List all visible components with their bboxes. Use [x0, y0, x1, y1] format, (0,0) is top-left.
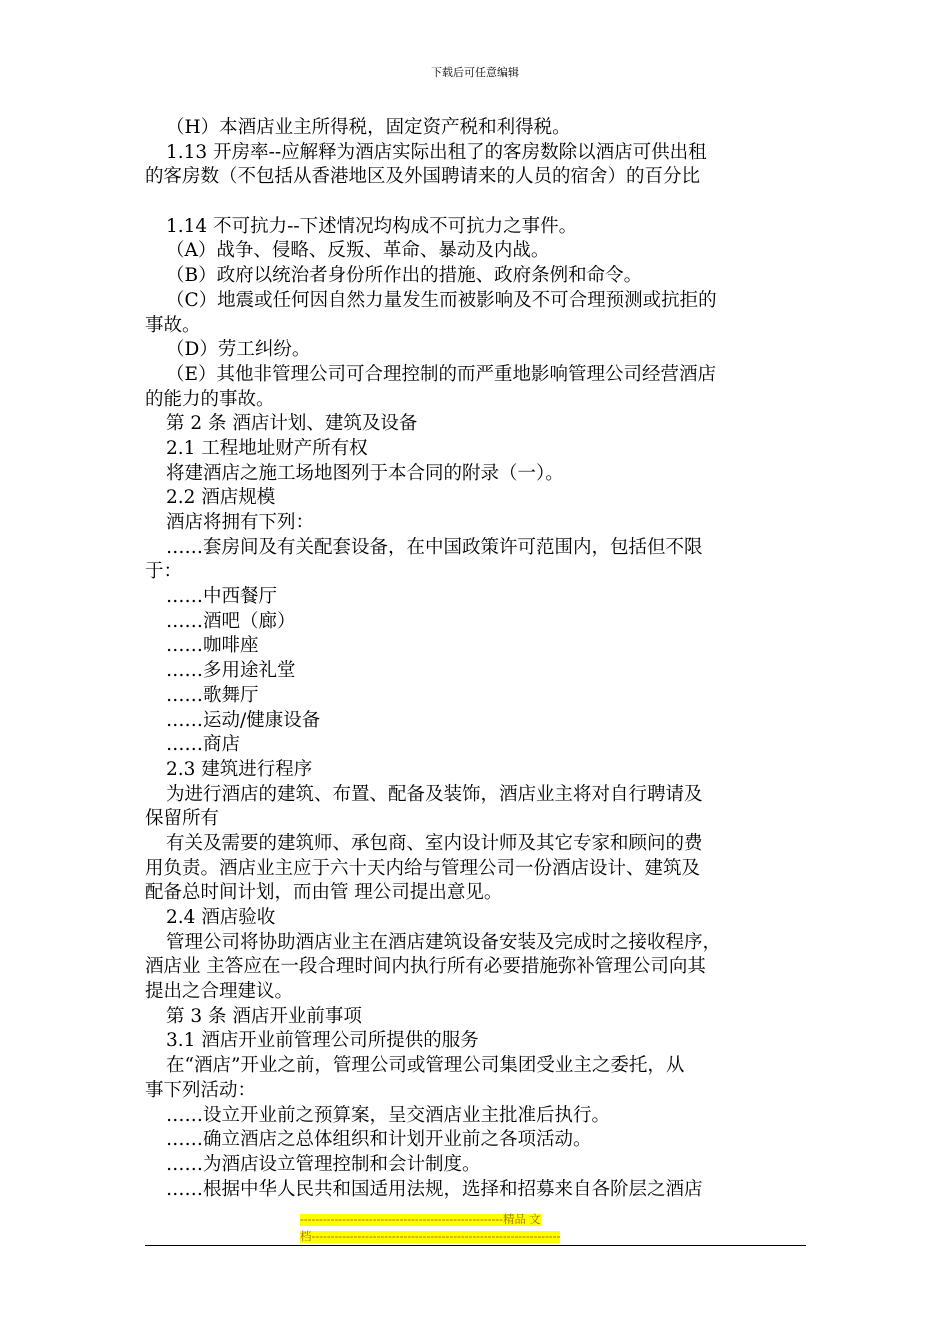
page-header: 下载后可任意编辑 — [431, 66, 519, 79]
subsection-heading: 3.1 酒店开业前管理公司所提供的服务 — [166, 1030, 479, 1052]
subsection-heading: 2.4 酒店验收 — [166, 907, 276, 928]
text-line: 管理公司将协助酒店业主在酒店建筑设备安装及完成时之接收程序， — [166, 931, 722, 953]
footer-watermark — [300, 1212, 660, 1246]
list-item: ……中西餐厅 — [166, 586, 278, 608]
text-line: 酒店业 主答应在一段合理时间内执行所有必要措施弥补管理公司向其 — [145, 956, 706, 978]
text-line: 配备总时间计划，而由管 理公司提出意见。 — [145, 882, 503, 904]
subsection-heading: 2.2 酒店规模 — [166, 487, 276, 509]
text-line: 1.14 不可抗力--下述情况均构成不可抗力之事件。 — [166, 215, 578, 237]
list-item: ……多用途礼堂 — [166, 660, 296, 682]
section-heading: 第 3 条 酒店开业前事项 — [166, 1005, 362, 1027]
text-line: （D）劳工纠纷。 — [166, 339, 311, 361]
text-line: （H）本酒店业主所得税，固定资产税和利得税。 — [166, 117, 571, 138]
blank-line — [145, 190, 810, 215]
text-line: 的客房数（不包括从香港地区及外国聘请来的人员的宿舍）的百分比 — [145, 166, 701, 188]
document-body — [145, 116, 810, 1202]
list-item: ……为酒店设立管理控制和会计制度。 — [166, 1153, 481, 1175]
text-line: 提出之合理建议。 — [145, 981, 294, 1003]
text-line: 在“酒店”开业之前，管理公司或管理公司集团受业主之委托，从 — [166, 1055, 685, 1077]
text-line: 事下列活动： — [145, 1079, 257, 1101]
text-line: 的能力的事故。 — [145, 388, 275, 410]
text-line: 保留所有 — [145, 808, 220, 830]
text-line: 将建酒店之施工场地图列于本合同的附录（一）。 — [166, 462, 564, 484]
text-line: 有关及需要的建筑师、承包商、室内设计师及其它专家和顾问的费 — [166, 832, 703, 854]
text-line: 1.13 开房率--应解释为酒店实际出租了的客房数除以酒店可供出租 — [166, 141, 707, 163]
footer-line-2: 档----------------------------------------------------------------- — [300, 1231, 561, 1243]
section-heading: 第 2 条 酒店计划、建筑及设备 — [166, 413, 418, 435]
list-item: ……根据中华人民共和国适用法规，选择和招募来自各阶层之酒店 — [166, 1178, 703, 1200]
footer-divider — [145, 1245, 806, 1246]
text-line: 用负责。酒店业主应于六十天内给与管理公司一份酒店设计、建筑及 — [145, 857, 701, 879]
text-line: （A）战争、侵略、反叛、革命、暴动及内战。 — [166, 240, 550, 262]
text-line: 于： — [145, 561, 183, 583]
subsection-heading: 2.1 工程地址财产所有权 — [166, 437, 368, 459]
list-item: ……咖啡座 — [166, 635, 259, 657]
text-line: （B）政府以统治者身份所作出的措施、政府条例和命令。 — [166, 265, 643, 287]
text-line: （C）地震或任何因自然力量发生而被影响及不可合理预测或抗拒的 — [166, 289, 717, 311]
list-item: ……设立开业前之预算案，呈交酒店业主批准后执行。 — [166, 1104, 611, 1126]
text-line: （E）其他非管理公司可合理控制的而严重地影响管理公司经营酒店 — [166, 363, 717, 385]
text-line: 事故。 — [145, 314, 201, 336]
text-line: 酒店将拥有下列： — [166, 512, 315, 533]
list-item: ……歌舞厅 — [166, 684, 259, 706]
text-line: ……套房间及有关配套设备，在中国政策许可范围内，包括但不限 — [166, 536, 703, 558]
subsection-heading: 2.3 建筑进行程序 — [166, 758, 313, 780]
list-item: ……商店 — [166, 734, 241, 756]
list-item: ……运动/健康设备 — [166, 709, 321, 731]
list-item: ……酒吧（廊） — [166, 610, 296, 632]
list-item: ……确立酒店之总体组织和计划开业前之各项活动。 — [166, 1129, 592, 1151]
text-line: 为进行酒店的建筑、布置、配备及装饰，酒店业主将对自行聘请及 — [166, 783, 703, 805]
footer-line-1: -----------------------------------------------------精品 文 — [300, 1214, 541, 1226]
